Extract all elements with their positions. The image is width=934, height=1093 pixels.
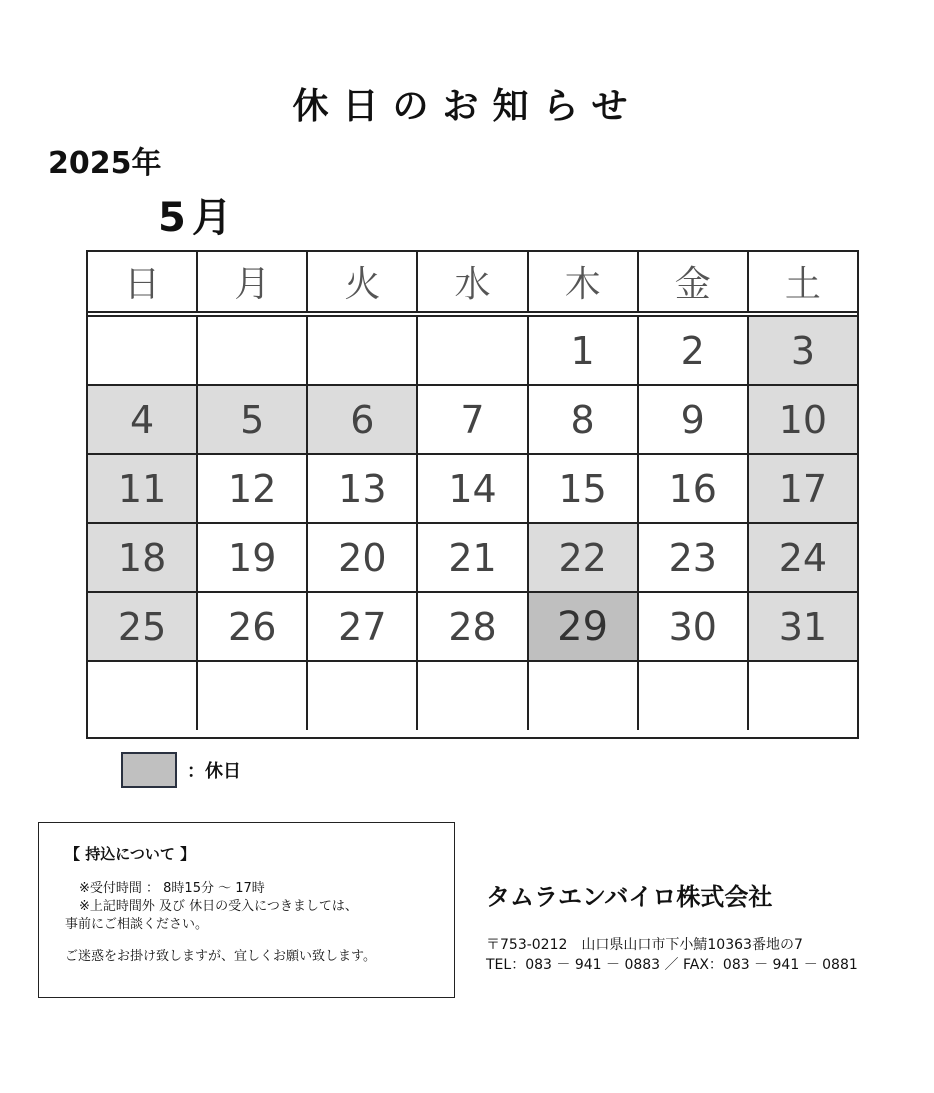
page-title: 休日のお知らせ [292, 86, 642, 127]
year-label: 2025年 [48, 146, 162, 181]
legend-label: ：休日 [187, 761, 241, 782]
calendar-header [88, 252, 857, 317]
calendar-day-empty [418, 317, 528, 384]
weekday-thu: 木 [529, 252, 639, 311]
calendar-day-15: 15 [529, 455, 639, 522]
calendar-day-10: 10 [749, 386, 857, 453]
calendar-day-7: 7 [418, 386, 528, 453]
calendar-day-empty [418, 662, 528, 730]
weekday-tue: 火 [308, 252, 418, 311]
calendar-day-3: 3 [749, 317, 857, 384]
calendar-day-31: 31 [749, 593, 857, 660]
calendar [86, 250, 859, 739]
calendar-day-29: 29 [529, 593, 639, 660]
weekday-sat: 土 [784, 264, 821, 305]
info-outside-hours: ※上記時間外 及び 休日の受入につきましては、 [79, 899, 358, 914]
legend [121, 752, 241, 788]
calendar-day-27: 27 [308, 593, 418, 660]
info-box [38, 822, 455, 998]
weekday-sun: 日 [88, 252, 198, 311]
calendar-day-23: 23 [639, 524, 749, 591]
holiday-swatch [121, 752, 177, 788]
calendar-day-26: 26 [198, 593, 308, 660]
calendar-day-11: 11 [88, 455, 198, 522]
company-address-block [486, 935, 858, 975]
calendar-week-row [88, 662, 857, 730]
month-label: 5月 [158, 195, 238, 241]
calendar-day-14: 14 [418, 455, 528, 522]
info-apology: ご迷惑をお掛け致しますが、宜しくお願い致します。 [65, 949, 376, 964]
calendar-day-9: 9 [639, 386, 749, 453]
calendar-day-12: 12 [198, 455, 308, 522]
calendar-day-empty [749, 662, 857, 730]
calendar-day-6: 6 [308, 386, 418, 453]
calendar-week-row [88, 524, 857, 593]
calendar-day-24: 24 [749, 524, 857, 591]
calendar-day-empty [308, 317, 418, 384]
calendar-day-28: 28 [418, 593, 528, 660]
company-contact: TEL：083 － 941 － 0883 ／ FAX：083 － 941 － 0881 [486, 957, 858, 973]
info-title: 【 持込について 】 [65, 845, 196, 863]
calendar-day-empty [88, 662, 198, 730]
company-name: タムラエンバイロ株式会社 [486, 883, 773, 911]
calendar-day-16: 16 [639, 455, 749, 522]
calendar-week-row [88, 593, 857, 662]
calendar-week-row [88, 386, 857, 455]
calendar-day-empty [639, 662, 749, 730]
calendar-day-4: 4 [88, 386, 198, 453]
calendar-day-17: 17 [749, 455, 857, 522]
calendar-day-empty [198, 662, 308, 730]
calendar-day-empty [198, 317, 308, 384]
weekday-wed: 水 [418, 252, 528, 311]
calendar-day-25: 25 [88, 593, 198, 660]
calendar-body [88, 317, 857, 730]
calendar-week-row [88, 317, 857, 386]
calendar-day-5: 5 [198, 386, 308, 453]
calendar-day-21: 21 [418, 524, 528, 591]
calendar-day-8: 8 [529, 386, 639, 453]
calendar-day-13: 13 [308, 455, 418, 522]
calendar-day-2: 2 [639, 317, 749, 384]
calendar-day-empty [88, 317, 198, 384]
calendar-day-18: 18 [88, 524, 198, 591]
info-hours: ※受付時間 ： 8時15分 ～ 17時 [79, 881, 265, 896]
weekday-fri: 金 [639, 252, 749, 311]
calendar-day-1: 1 [529, 317, 639, 384]
info-consult: 事前にご相談ください。 [65, 917, 209, 932]
calendar-day-19: 19 [198, 524, 308, 591]
calendar-day-empty [308, 662, 418, 730]
calendar-day-20: 20 [308, 524, 418, 591]
calendar-day-empty [529, 662, 639, 730]
calendar-week-row [88, 455, 857, 524]
weekday-mon: 月 [198, 252, 308, 311]
company-address: 〒753-0212 山口県山口市下小鯖10363番地の7 [486, 937, 803, 953]
calendar-day-30: 30 [639, 593, 749, 660]
calendar-day-22: 22 [529, 524, 639, 591]
